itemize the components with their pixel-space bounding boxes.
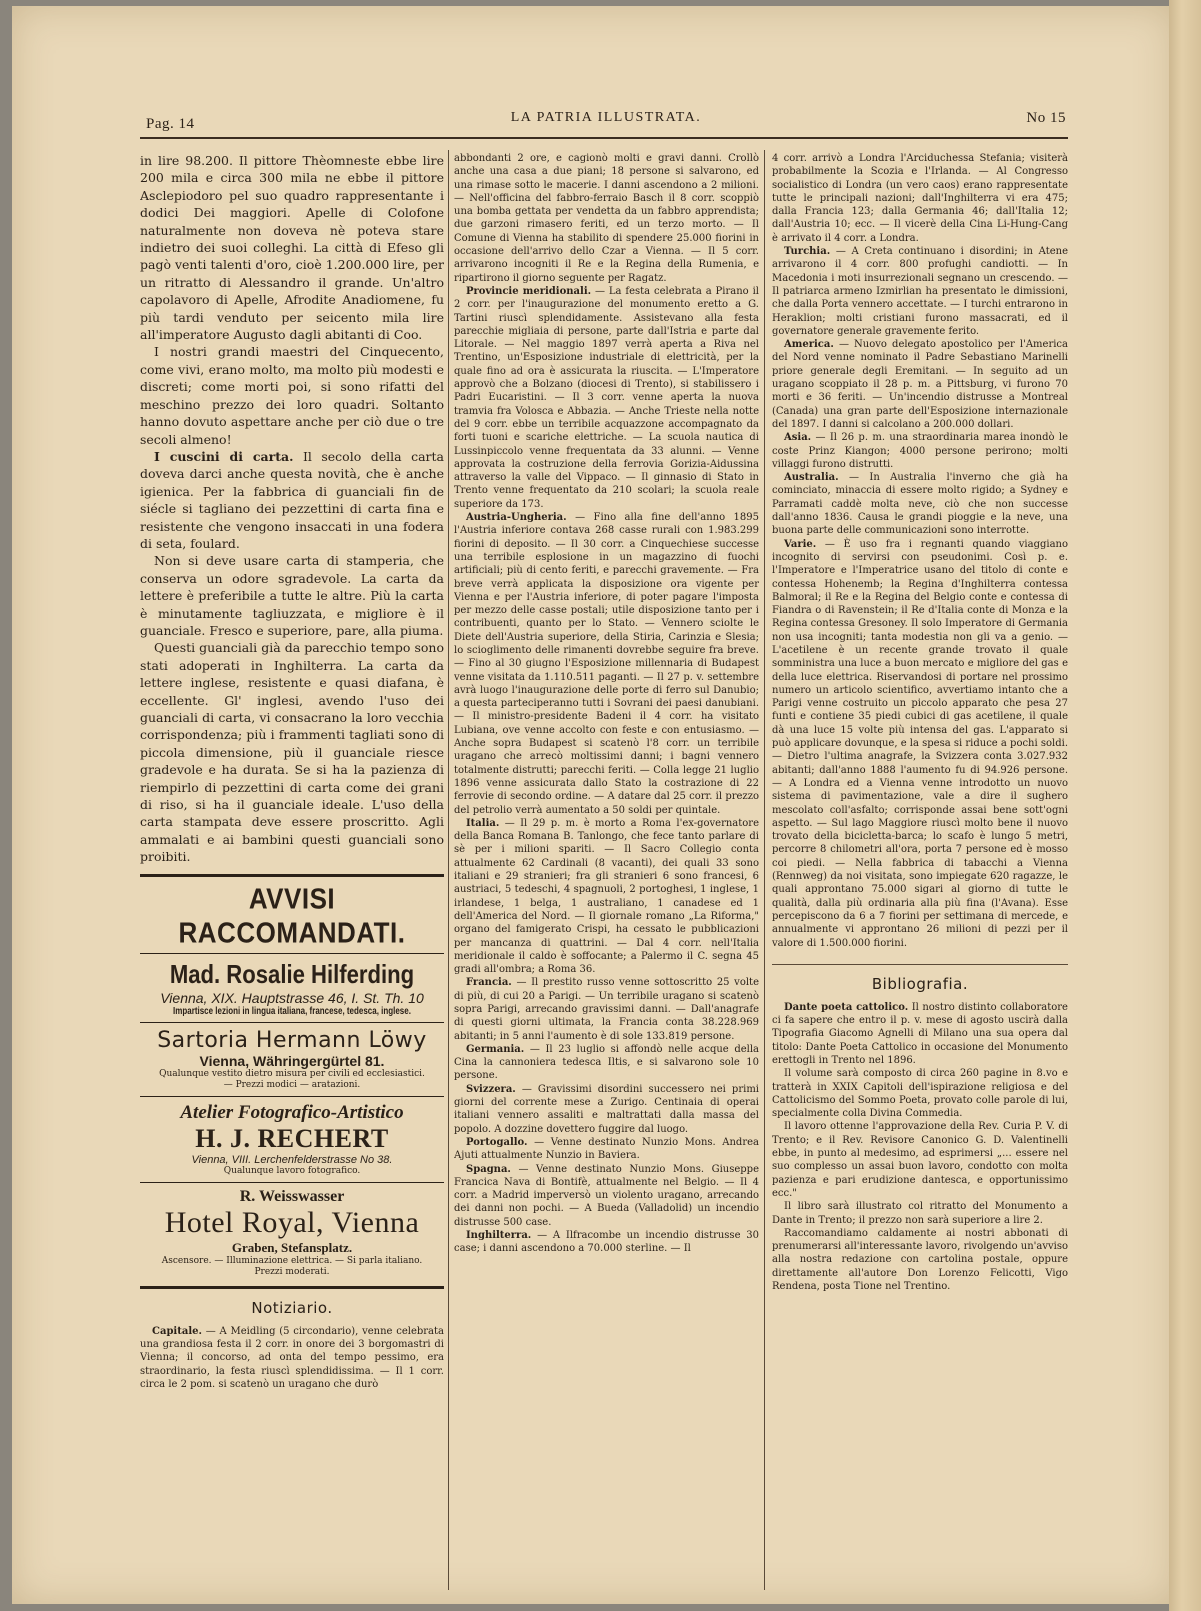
ad-lowy (140, 1028, 444, 1091)
ads-heading: AVVISI RACCOMANDATI. (178, 881, 406, 949)
newspaper-title: LA PATRIA ILLUSTRATA. (510, 110, 702, 125)
section-title: I cuscini di carta. (154, 448, 294, 464)
ad-hotel-royal (140, 1188, 444, 1278)
review-paragraph: Raccomandiamo caldamente ai nostri abbonati di prenumerarsi all'interessante lavoro, rivolgendo un'avviso alla nostra redazione con cartolina postale, oppure direttamente all'autore Don Lorenzo Felicotti, Vigo Rendena, posta Tione nel Trentino. (772, 1227, 1068, 1293)
ad-line: R. Weisswasser (239, 1187, 345, 1205)
news-paragraph: — Nuovo delegato apostolico per l'America del Nord venne nominato il Padre Sebastiano Marinelli priore generale degli Eremitani. — In seguito ad un uragano scoppiato il 28 p. m. a Pittsburg, vi furono 70 morti e 36 feriti. — Un'incendio distrusse a Montreal (Canada) una gran parte dell'Esposizione internazionale del 1897. I danni si calcolano a 200.000 dollari. (772, 339, 1068, 430)
news-paragraph: — A Ilfracombe un incendio distrusse 30 case; i danni ascendono a 70.000 sterline. — Il (454, 1230, 759, 1255)
section-rule (772, 964, 1068, 965)
section-title: Italia. (466, 817, 500, 829)
ad-name: Mad. Rosalie Hilferding (169, 958, 415, 989)
ad-note: Qualunque lavoro fotografico. (223, 1165, 361, 1176)
ads-rule (140, 1022, 444, 1023)
bibliografia-heading: Bibliografia. (871, 974, 969, 993)
section-title: Austria-Ungheria. (466, 512, 567, 524)
ad-rechert (140, 1102, 444, 1177)
article-paragraph: I nostri grandi maestri del Cinquecento, come vivi, erano molto, ma molto più modesti e discreti; come morti poi, si sono rifatti del meschino prezzo dei loro quadri. Soltanto hanno dovuto aspettare anche per ciò due o tre secoli almeno! (140, 344, 444, 447)
page-header (146, 110, 1066, 134)
news-paragraph: — Venne destinato Nunzio Mons. Andrea Ajuti attualmente Nunzio in Baviera. (454, 1136, 759, 1162)
ad-note: Prezzi moderati. (254, 1266, 330, 1277)
ad-address: Vienna, VIII. Lerchenfelderstrasse No 38. (191, 1153, 393, 1166)
article-paragraph: Questi guanciali già da parecchio tempo sono stati adoperati in Inghilterra. La carta da lettere inglese, resistente e quasi diafana, è eccellente. Gl' inglesi, avendo l'uso dei guanciali di carta, vi consacrano la loro vecchia corrispondenza; più i frammenti tagliati sono di piccola dimensione, più il guanciale riesce gradevole e ha durata. Se si ha la pazienza di riempirlo di pezzettini di carta come dei grani di riso, si ha il guanciale ideale. L'uso della carta stampata deve essere proscritto. Agli ammalati e ai bambini questi guanciali sono proibiti. (140, 640, 444, 865)
ad-address: Graben, Stefansplatz. (231, 1239, 353, 1255)
news-paragraph: — Il 29 p. m. è morto a Roma l'ex-governatore della Banca Romana B. Tanlongo, che fece tanto parlare di sè per i milioni spariti. — Il Sacro Collegio conta attualmente 62 Cardinali (8 vacanti), dei quali 33 sono italiani e 29 stranieri; fra gli stranieri 6 sono francesi, 6 austriaci, 5 tedeschi, 4 spagnuoli, 2 portoghesi, 1 inglese, 1 irlandese, 1 belga, 1 australiano, 1 canadese ed 1 dell'America del Nord. — Il giornale romano „La Riforma," organo del famigerato Crispi, ha cessato le pubblicazioni per mancanza di quattrini. — Dal 4 corr. nell'Italia meridionale il caldo è soffocante; a Palermo il C. segna 45 gradi all'ombra; a Roma 36. (454, 817, 759, 976)
news-paragraph: — Il 23 luglio si affondò nelle acque della Cina la cannoniera tedesca Iltis, e si salvarono sole 10 persone. (454, 1043, 759, 1082)
ad-line: Atelier Fotografico-Artistico (180, 1101, 404, 1123)
section-title: Inghilterra. (466, 1230, 532, 1242)
section-title: Svizzera. (466, 1083, 516, 1095)
ads-rule (140, 953, 444, 954)
header-rule (140, 137, 1068, 139)
section-title: Capitale. (152, 1325, 202, 1337)
ad-name: H. J. RECHERT (195, 1123, 389, 1153)
section-title: Spagna. (466, 1163, 511, 1175)
ad-address: Vienna, Währingergürtel 81. (199, 1052, 385, 1069)
section-title: America. (784, 339, 834, 351)
section-title: Dante poeta cattolico. (784, 1001, 909, 1013)
news-paragraph: — Venne destinato Nunzio Mons. Giuseppe Francica Nava di Bontifè, attualmente nel Belgio. — Il 4 corr. a Madrid imperversò un violento uragano, arrecando dei danni non pochi. — A Bueda (Valladolid) un incendio distrusse 500 case. (454, 1163, 759, 1228)
news-paragraph: — La festa celebrata a Pirano il 2 corr. per l'inaugurazione del monumento eretto a G. Tartini riuscì splendidamente. Assistevano alla festa parecchie migliaia di persone, parte dall'Istria e parte dal Litorale. — Nel maggio 1897 verrà aperta a Riva nel Trentino, un'Esposizione industriale di elettricità, per la quale fino ad ora è assicurata la riuscita. — L'Imperatore approvò che a Bolzano (diocesi di Trento), si stabilissero i Padri Eucaristini. — Il 3 corr. venne aperta la nuova tramvia fra Volosca e Abbazia. — Anche Trieste nella notte del 9 corr. ebbe un terribile acquazzone accompagnato da forti tuoni e scariche elettriche. — La scuola nautica di Lussinpiccolo venne frequentata da 33 alunni. — Venne approvata la costruzione della ferrovia Gorizia-Aidussina attraverso la valle del Vippaco. — Il ginnasio di Stato in Trento venne frequentato da 210 scolari; la scuola reale superiore da 173. (454, 285, 759, 510)
column-divider (448, 150, 449, 1590)
issue-number: No 15 (1026, 110, 1066, 126)
news-paragraph: — Il 26 p. m. una straordinaria marea inondò le coste Prinz Kiangon; 4000 persone perirono; molti villaggi furono distrutti. (772, 432, 1068, 470)
ad-note: Ascensore. — Illuminazione elettrica. — Si parla italiano. (161, 1255, 423, 1266)
ads-rule (140, 1182, 444, 1183)
section-title: Turchia. (784, 246, 831, 258)
news-paragraph: abbondanti 2 ore, e cagionò molti e gravi danni. Crollò anche una casa a due piani; 18 persone si salvarono, ed una rimase sotto le macerie. I danni ascendono a 2 milioni. — Nell'officina del fabbro-ferraio Basch il 8 corr. scoppiò una bomba gettata per vendetta da un fabbro apprendista; due garzoni rimasero feriti, ed un terzo morto. — Il Comune di Vienna ha stabilito di spendere 25.000 fiorini in occasione dell'arrivo dello Czar a Vienna. — Il 5 corr. arrivarono incogniti il Re e la Regina della Rumenia, e ripartirono il giorno seguente per Ragatz. (454, 153, 759, 284)
news-paragraph: — È uso fra i regnanti quando viaggiano incognito di servirsi con pseudonimi. Così p. e. l'Imperatore e l'Imperatrice usano del titolo di conte e contessa Hohenemb; la Regina d'Inghilterra contessa Balmoral; il Re e la Regina del Belgio conte e contessa di Fiandra o di Ravenstein; il Re d'Italia conte di Monza e la Regina contessa Gresoney. Il solo Imperatore di Germania non usa incogniti; tanta modestia non gli va a genio. — L'acetilene è un recente grande trovato il quale somministra una luce a buon mercato e migliore del gas e della luce elettrica. Riservandosi di portare nel prossimo numero un articolo scientifico, avvertiamo intanto che a Parigi venne costruito un piccolo apparato che pesa 27 funti e contiene 35 piedi cubici di gas acetilene, il quale dà una luce 15 volte più intensa del gas. L'apparato si può applicare dovunque, e la spesa si riduce a pochi soldi. — Dietro l'ultima anagrafe, la Svizzera conta 3.027.932 abitanti; dall'anno 1888 l'aumento fu di 94.926 persone. — A Londra ed a Vienna venne introdotto un nuovo sistema di pavimentazione, vale a dire il sughero mescolato coll'asfalto; corrisponde assai bene sott'ogni aspetto. — Sul lago Maggiore riuscì molto bene il nuovo trovato della bicicletta-barca; lo scafo è lungo 5 metri, percorre 8 chilometri all'ora, porta 7 persone ed è mosso coi piedi. — Nella fabbrica di tabacchi a Vienna (Rennweg) da noi visitata, sono impiegate 620 ragazze, le quali approntano 75.000 sigari al giorno di tutte le qualità, dalla più ordinaria alla più fina (l'Avana). Esse percepiscono da 6 a 7 fiorini per settimana di mercede, e annualmente vi approntano 26 milioni di pezzi per il valore di 1.500.000 fiorini. (772, 538, 1068, 949)
ad-address: Vienna, XIX. Hauptstrasse 46, I. St. Th. 10 (160, 989, 424, 1006)
news-paragraph: — A Meidling (5 circondario), venne celebrata una grandiosa festa il 2 corr. in onore dei 3 borgomastri di Vienna; il concorso, ad onta del tempo pessimo, era straordinario, la festa riuscì splendidissima. — Il 1 corr. circa le 2 pom. si scatenò un uragano che durò (140, 1325, 444, 1390)
news-paragraph: — Fino alla fine dell'anno 1895 l'Austria inferiore contava 268 casse rurali con 1.983.299 fiorini di deposito. — Il 30 corr. a Cinquechiese successe una terribile esplosione in un magazzino di fuochi artificiali; più di cento feriti, e parecchi gravemente. — Fra breve verrà applicata la disposizione ora vigente per Vienna e per l'Austria inferiore, di poter pagare l'imposta per mezzo delle casse postali; utile disposizione tanto per i contribuenti, quanto per lo Stato. — Vennero sciolte le Diete dell'Austria superiore, della Stiria, Carinzia e Slesia; lo scioglimento delle rimanenti dovrebbe seguire fra breve. — Fino al 30 giugno l'Esposizione millennaria di Budapest venne visitata da 1.110.511 paganti. — Il 27 p. v. settembre avrà luogo l'inaugurazione delle porte di ferro sul Danubio; a questa parteciperanno tutti i Sovrani dei paesi danubiani. — Il ministro-presidente Badeni il 4 corr. ha visitato Lubiana, ove venne accolto con feste e con entusiasmo. — Anche sopra Budapest si scatenò l'8 corr. un terribile uragano che arrecò moltissimi danni; i bagni vennero totalmente distrutti; parecchi feriti. — Colla legge 21 luglio 1896 venne assicurata dallo Stato la costrazione di 22 ferrovie di secondo ordine. — A datare dal 25 corr. il prezzo del petrolio verrà aumentato a 50 soldi per quintale. (454, 512, 759, 816)
column-2 (454, 152, 759, 1602)
section-title: Provincie meridionali. (466, 285, 592, 297)
column-1 (140, 152, 444, 1602)
next-page-edge (1169, 0, 1201, 1611)
news-paragraph: — Il prestito russo venne sottoscritto 25 volte di più, di cui 20 a Parigi. — Un terribile uragano si scatenò sopra Parigi, arrecando gravissimi danni. — Dall'anagrafe di questi giorni ultimata, la Francia conta 38.228.969 abitanti; in 5 anni l'aumento è di sole 133.819 persone. (454, 977, 759, 1042)
section-title: Varie. (784, 538, 817, 550)
ads-rule (140, 1286, 444, 1289)
review-paragraph: Il libro sarà illustrato col ritratto del Monumento a Dante in Trento; il prezzo non sarà superiore a lire 2. (772, 1201, 1068, 1226)
ad-note: — Prezzi modici — aratazioni. (223, 1079, 361, 1090)
article-paragraph: Il secolo della carta doveva darci anche questa novità, che è anche igienica. Per la fabbrica di guanciali fin de siécle si tagliano dei pezzettini di carta fina e resistente che vengono insaccati in una fodera di seta, foulard. (140, 448, 444, 551)
ads-rule (140, 1096, 444, 1097)
page-number: Pag. 14 (146, 116, 195, 132)
news-paragraph: — In Australia l'inverno che già ha cominciato, minaccia di essere molto rigido; a Sydney e Parramati caddè molta neve, ciò che non successe dall'anno 1836. Causa le grandi pioggie e la neve, una buona parte delle communicazioni sono interrotte. (772, 472, 1068, 537)
news-paragraph: — Gravissimi disordini successero nei primi giorni del corrente mese a Zurigo. Centinaia di operai italiani vennero assaliti e maltrattati dalla massa del popolo. A dozzine dovettero fuggire dal luogo. (454, 1083, 759, 1135)
section-title: Australia. (784, 472, 839, 484)
section-title: Asia. (784, 432, 812, 444)
section-title: Germania. (466, 1043, 525, 1055)
article-paragraph: Non si deve usare carta di stamperia, che conserva un odore sgradevole. La carta da lettere è preferibile a tutte le altre. Più la carta è minutamente tagliuzzata, e migliore è il guanciale. Fresco e superiore, pare, alla piuma. (140, 553, 444, 638)
column-3 (772, 152, 1068, 1602)
section-title: Portogallo. (466, 1136, 528, 1148)
news-paragraph: — A Creta continuano i disordini; in Atene arrivarono il 4 corr. 800 profughi candiotti. — In Macedonia i moti insurrezionali segnano un crescendo. — Il patriarca armeno Izmirlian ha presentato le dimissioni, che dalla Porta vennero accettate. — I turchi entrarono in Heraklion; molti cristiani furono massacrati, ed il governatore generale gravemente ferito. (772, 246, 1068, 337)
ad-name: Hotel Royal, Vienna (164, 1205, 420, 1239)
review-paragraph: Il lavoro ottenne l'approvazione della Rev. Curia P. V. di Trento; e il Rev. Revisore Canonico G. D. Valentinelli ebbe, in punto al medesimo, ad esprimersi „... essere nel suo complesso un assai buon lavoro, condotto con molta pazienza e pari erudizione dantesca, e opportunissimo ecc." (772, 1121, 1068, 1199)
article-paragraph: in lire 98.200. Il pittore Thèomneste ebbe lire 200 mila e circa 300 mila ne ebbe il pittore Asclepiodoro pel suo quadro rappresentante i dodici Dei maggiori. Apelle di Colofone naturalmente non doveva nè poteva stare indietro dei suoi colleghi. La città di Efeso gli pagò venti talenti d'oro, cioè 1.200.000 lire, per un ritratto di Alessandro il grande. Un'altro capolavoro di Apelle, Afrodite Anadiomene, fu più tardi venduto per seicento mila lire all'imperatore Augusto dagli abitanti di Coo. (140, 153, 444, 343)
ads-rule (140, 874, 444, 877)
ad-hilferding (140, 959, 444, 1017)
section-title: Francia. (466, 977, 512, 989)
column-divider (764, 150, 765, 1590)
ad-note: Qualunque vestito dietro misura per civili ed ecclesiastici. (159, 1068, 425, 1079)
news-paragraph: 4 corr. arrivò a Londra l'Arciduchessa Stefania; visiterà probabilmente la Scozia e l'Irlanda. — Al Congresso socialistico di Londra (un vero caos) erano rappresentate tutte le principali nazioni; dall'Inghilterra vi era 475; dalla Francia 123; dalla Germania 46; dall'Italia 12; dall'Austria 10; ecc. — Il vicerè della Cina Li-Hung-Cang è arrivato il 4 corr. a Londra. (772, 153, 1068, 244)
review-paragraph: Il volume sarà composto di circa 260 pagine in 8.vo e tratterà in XXIX Capitoli dell'ispirazione religiosa e del Cattolicismo del Sommo Poeta, provato colle parole di lui, specialmente colla Divina Commedia. (772, 1068, 1068, 1120)
ad-note: Impartisce lezioni in lingua italiana, francese, tedesca, inglese. (173, 1005, 411, 1017)
notiziario-heading: Notiziario. (251, 1298, 333, 1317)
ad-name: Sartoria Hermann Löwy (157, 1027, 427, 1053)
review-paragraph: Il nostro distinto collaboratore ci fa sapere che entro il p. v. mese di agosto uscirà dalla Tipografia Giacomo Agnelli di Milano una sua opera dal titolo: Dante Poeta Cattolico in occasione del Monumento erettogli in Trento nel 1896. (772, 1001, 1068, 1066)
